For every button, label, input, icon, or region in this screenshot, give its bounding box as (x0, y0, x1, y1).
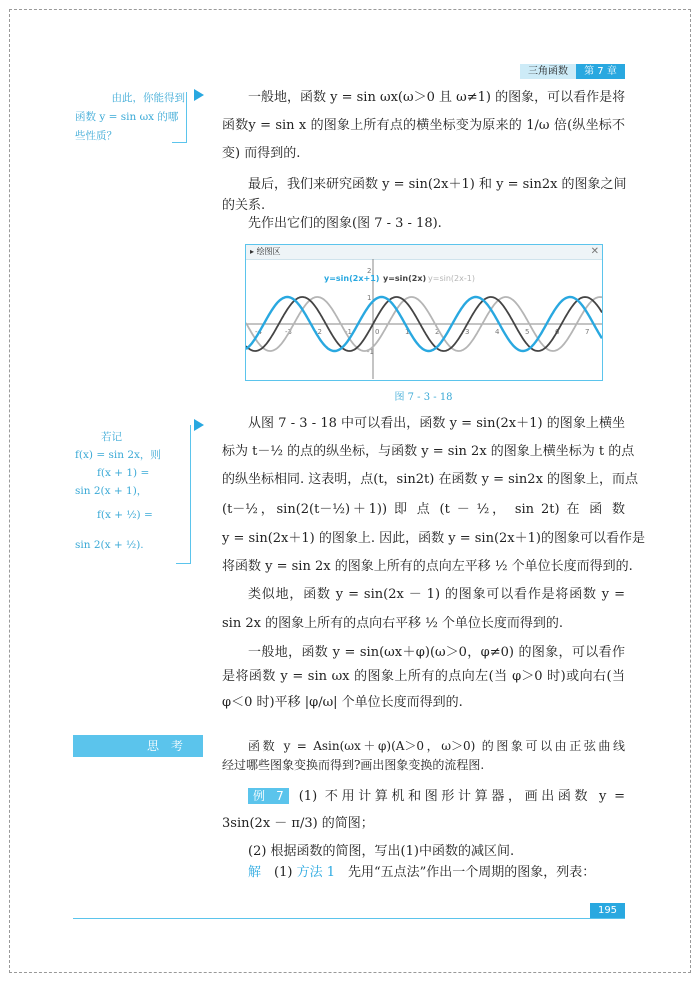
graph-window-title: 绘图区 (256, 247, 281, 256)
note-line: f(x + ½) = (97, 509, 153, 521)
side-note-2 (75, 430, 190, 552)
y-tick-label: 1 (367, 294, 372, 302)
x-tick-label: 6 (555, 328, 560, 336)
note-line: f(x + 1) = (97, 467, 150, 479)
x-tick-label: -4 (255, 328, 262, 336)
think-box: 思 考 (73, 735, 203, 757)
side-note-1 (75, 91, 185, 143)
legend-label: y=sin(2x) (383, 274, 427, 283)
y-tick-label: -1 (367, 348, 374, 356)
graph-window-titlebar (246, 245, 602, 260)
x-tick-label: -1 (345, 328, 352, 336)
note-line: 由此，你能得到 (111, 92, 185, 104)
collapse-arrow-icon[interactable]: ▸ (250, 247, 257, 256)
x-tick-label: 5 (525, 328, 530, 336)
x-tick-label: 7 (585, 328, 590, 336)
text-line: 变) 而得到的. (222, 146, 301, 161)
text-line: 3sin(2x － π/3) 的简图； (222, 816, 374, 831)
text-line: 标为 t－½ 的点的纵坐标，与函数 y = sin 2x 的图象上横坐标为 t 的点 (222, 444, 635, 459)
note-line: sin 2(x + ½). (75, 539, 144, 551)
text-line: 的纵坐标相同. 这表明，点(t，sin2t) 在函数 y = sin2x 的图象上，而点 (222, 472, 639, 487)
method-label: 方法 1 (296, 865, 335, 880)
text-line: (2) 根据函数的简图，写出(1)中函数的减区间. (248, 844, 515, 859)
x-tick-label: 1 (405, 328, 410, 336)
text-line: 将函数 y = sin 2x 的图象上所有的点向左平移 ½ 个单位长度而得到的. (222, 559, 633, 574)
solution-tag: 解 (248, 865, 262, 880)
text-line: 经过哪些图象变换而得到?画出图象变换的流程图. (222, 758, 485, 772)
figure-caption: 图 7 - 3 - 18 (394, 392, 453, 403)
text-line: 从图 7 - 3 - 18 中可以看出，函数 y = sin(2x＋1) 的图象上横坐 (248, 416, 625, 431)
x-tick-label: 0 (375, 328, 380, 336)
text: 先用“五点法”作出一个周期的图象，列表： (348, 865, 596, 880)
note-line: 些性质？ (75, 130, 117, 142)
note-line: 函数 y = sin ωx 的哪 (75, 111, 179, 123)
note-line: 若记 (101, 431, 122, 443)
section-label: 三角函数 (520, 64, 576, 79)
text-line: 函数 y = Asin(ωx＋φ)(A＞0，ω＞0) 的图象可以由正弦曲线 (248, 739, 625, 753)
note-line: sin 2(x + 1)， (75, 485, 148, 497)
text-line: (t－½，sin(2(t－½)＋1)) 即 点 (t － ½， sin 2t) 在 函 数 (222, 502, 625, 517)
note-line: f(x) = sin 2x，则 (75, 449, 161, 461)
text-line: 是将函数 y = sin ωx 的图象上所有的点向左(当 φ＞0 时)或向右(当 (222, 669, 625, 684)
text-line: sin 2x 的图象上所有的点向右平移 ½ 个单位长度而得到的. (222, 616, 564, 631)
text-line: y = sin(2x＋1) 的图象上. 因此，函数 y = sin(2x＋1)的图象可以看作是 (222, 531, 645, 546)
graph-window (245, 244, 603, 381)
x-tick-label: 3 (465, 328, 470, 336)
text-line: 的关系. (222, 198, 266, 213)
note-bracket (172, 92, 187, 143)
text-line: φ＜0 时)平移 |φ/ω| 个单位长度而得到的. (222, 695, 463, 710)
text-line: 最后，我们来研究函数 y = sin(2x＋1) 和 y = sin2x 的图象之间 (248, 177, 627, 192)
note-pointer-icon (194, 419, 204, 431)
sine-chart (246, 259, 602, 379)
text-line: 类似地，函数 y = sin(2x － 1) 的图象可以看作是将函数 y = (248, 587, 625, 602)
legend-label: y=sin(2x-1) (428, 274, 475, 283)
text-line: 一般地，函数 y = sin ωx(ω＞0 且 ω≠1) 的图象，可以看作是将 (248, 90, 626, 105)
note-pointer-icon (194, 89, 204, 101)
text-line: 一般地，函数 y = sin(ωx＋φ)(ω＞0，φ≠0) 的图象，可以看作 (248, 645, 625, 660)
example-tag: 例 7 (248, 788, 289, 804)
text-line: 先作出它们的图象(图 7 - 3 - 18). (248, 216, 442, 231)
text: (1) (274, 865, 293, 880)
x-tick-label: -3 (285, 328, 292, 336)
page-number: 195 (590, 903, 625, 918)
solution-line (222, 864, 625, 882)
legend-label: y=sin(2x+1) (324, 274, 380, 283)
note-bracket (176, 425, 191, 564)
example-line-1 (222, 787, 625, 806)
chapter-label: 第 7 章 (576, 64, 625, 79)
x-tick-label: 2 (435, 328, 440, 336)
text: (1) 不用计算机和图形计算器，画出函数 y = (298, 789, 625, 804)
text-line: 函数y = sin x 的图象上所有点的横坐标变为原来的 1/ω 倍(纵坐标不 (222, 118, 625, 133)
x-tick-label: 4 (495, 328, 500, 336)
footer-rule (73, 918, 625, 919)
x-tick-label: -2 (315, 328, 322, 336)
y-tick-label: 2 (367, 267, 372, 275)
close-icon[interactable]: ✕ (590, 246, 599, 257)
